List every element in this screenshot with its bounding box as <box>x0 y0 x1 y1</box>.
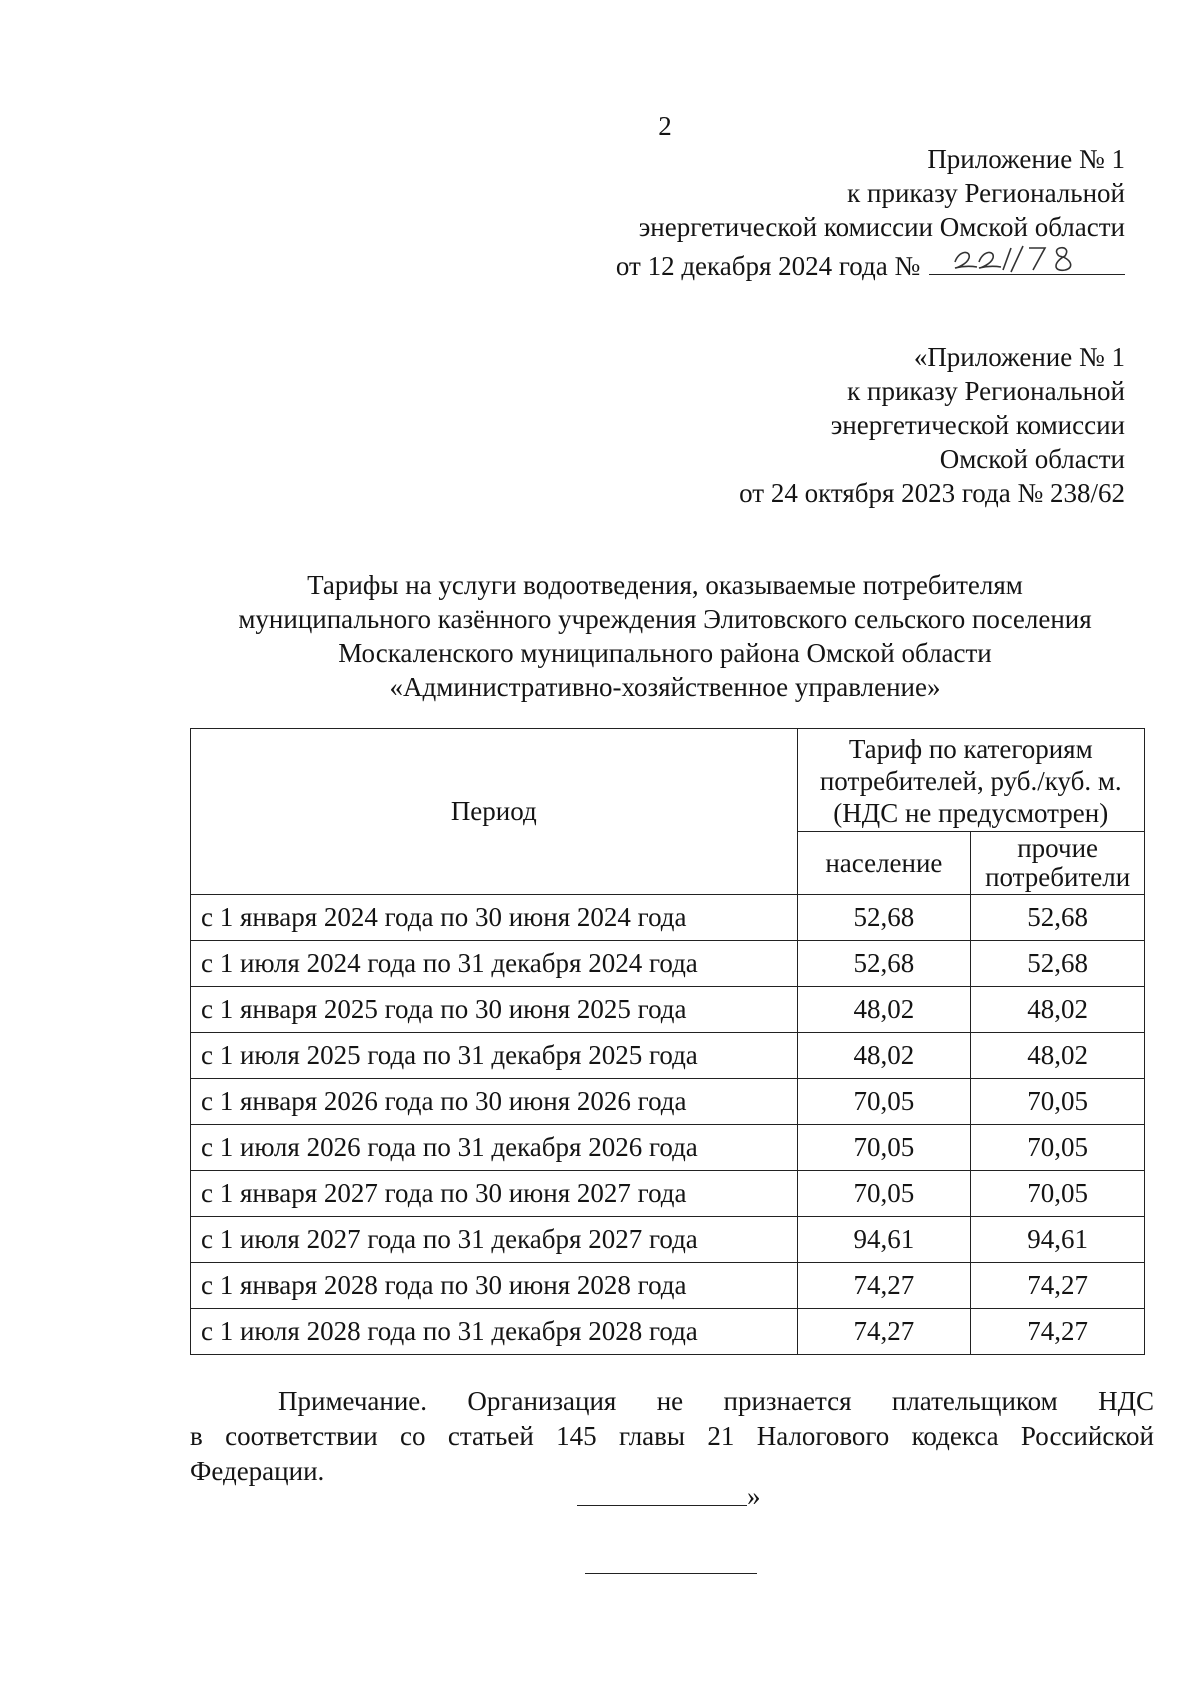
tariff-header-line: Тариф по категориям <box>848 734 1093 764</box>
note-paragraph <box>190 1384 1154 1489</box>
period-cell: с 1 июля 2026 года по 31 декабря 2026 года <box>191 1125 798 1171</box>
other-tariff: 70,05 <box>971 1079 1145 1125</box>
page-number: 2 <box>658 111 672 141</box>
header-line: энергетической комиссии <box>830 410 1125 440</box>
population-tariff: 74,27 <box>797 1263 971 1309</box>
handwritten-order-number <box>949 240 1099 276</box>
other-tariff: 48,02 <box>971 1033 1145 1079</box>
tariff-header-line: потребителей, руб./куб. м. <box>819 766 1122 796</box>
table-row <box>191 987 1145 1033</box>
period-cell: с 1 июля 2025 года по 31 декабря 2025 года <box>191 1033 798 1079</box>
table-row <box>191 1079 1145 1125</box>
header-line: от 24 октября 2023 года № 238/62 <box>739 478 1125 508</box>
other-header-line: потребители <box>985 862 1131 892</box>
tariff-header <box>797 729 1144 832</box>
population-tariff: 52,68 <box>797 895 971 941</box>
other-tariff: 70,05 <box>971 1125 1145 1171</box>
period-header: Период <box>191 729 798 895</box>
table-row <box>191 1217 1145 1263</box>
period-cell: с 1 июля 2024 года по 31 декабря 2024 года <box>191 941 798 987</box>
title-line: Москаленского муниципального района Омской области <box>338 638 992 668</box>
population-tariff: 74,27 <box>797 1309 971 1355</box>
header-line: к приказу Региональной <box>847 178 1125 208</box>
tariff-table <box>190 728 1145 1355</box>
other-consumers-header <box>971 832 1145 895</box>
title-line: «Административно-хозяйственное управление» <box>389 672 941 702</box>
appendix-header <box>616 142 1125 283</box>
document-title <box>0 568 1200 704</box>
population-tariff: 48,02 <box>797 987 971 1033</box>
previous-appendix-header <box>739 340 1125 510</box>
period-cell: с 1 января 2028 года по 30 июня 2028 года <box>191 1263 798 1309</box>
table-row <box>191 941 1145 987</box>
header-line: «Приложение № 1 <box>913 342 1125 372</box>
bottom-divider <box>585 1573 757 1574</box>
table-row <box>191 1033 1145 1079</box>
other-tariff: 74,27 <box>971 1263 1145 1309</box>
other-header-line: прочие <box>1017 833 1098 863</box>
table-row <box>191 1125 1145 1171</box>
header-line: энергетической комиссии Омской области <box>638 212 1125 242</box>
title-line: Тарифы на услуги водоотведения, оказываемые потребителям <box>307 570 1023 600</box>
closing-line <box>577 1480 761 1512</box>
order-date-line <box>616 244 1125 283</box>
period-cell: с 1 июля 2028 года по 31 декабря 2028 года <box>191 1309 798 1355</box>
header-line: Омской области <box>939 444 1125 474</box>
header-line: к приказу Региональной <box>847 376 1125 406</box>
population-tariff: 48,02 <box>797 1033 971 1079</box>
other-tariff: 70,05 <box>971 1171 1145 1217</box>
table-row <box>191 1171 1145 1217</box>
closing-rule <box>577 1505 747 1506</box>
table-row <box>191 1263 1145 1309</box>
population-tariff: 70,05 <box>797 1125 971 1171</box>
period-cell: с 1 января 2024 года по 30 июня 2024 года <box>191 895 798 941</box>
note-line: Примечание. Организация не признается плательщиком НДС <box>278 1386 1154 1416</box>
tariff-header-line: (НДС не предусмотрен) <box>833 798 1109 828</box>
table-row <box>191 895 1145 941</box>
population-tariff: 70,05 <box>797 1171 971 1217</box>
other-tariff: 74,27 <box>971 1309 1145 1355</box>
title-line: муниципального казённого учреждения Элитовского сельского поселения <box>238 604 1092 634</box>
other-tariff: 52,68 <box>971 941 1145 987</box>
period-cell: с 1 января 2027 года по 30 июня 2027 года <box>191 1171 798 1217</box>
population-tariff: 70,05 <box>797 1079 971 1125</box>
header-line: Приложение № 1 <box>927 144 1125 174</box>
closing-quote: » <box>747 1481 761 1511</box>
table-row <box>191 1309 1145 1355</box>
other-tariff: 48,02 <box>971 987 1145 1033</box>
note-line: Федерации. <box>190 1456 325 1486</box>
period-cell: с 1 января 2025 года по 30 июня 2025 года <box>191 987 798 1033</box>
population-tariff: 52,68 <box>797 941 971 987</box>
order-number-field <box>929 244 1125 275</box>
other-tariff: 52,68 <box>971 895 1145 941</box>
note-line: в соответствии со статьей 145 главы 21 Налогового кодекса Российской <box>190 1421 1154 1451</box>
period-cell: с 1 июля 2027 года по 31 декабря 2027 года <box>191 1217 798 1263</box>
other-tariff: 94,61 <box>971 1217 1145 1263</box>
population-header: население <box>797 832 971 895</box>
period-cell: с 1 января 2026 года по 30 июня 2026 года <box>191 1079 798 1125</box>
order-date-prefix: от 12 декабря 2024 года № <box>615 251 921 281</box>
population-tariff: 94,61 <box>797 1217 971 1263</box>
